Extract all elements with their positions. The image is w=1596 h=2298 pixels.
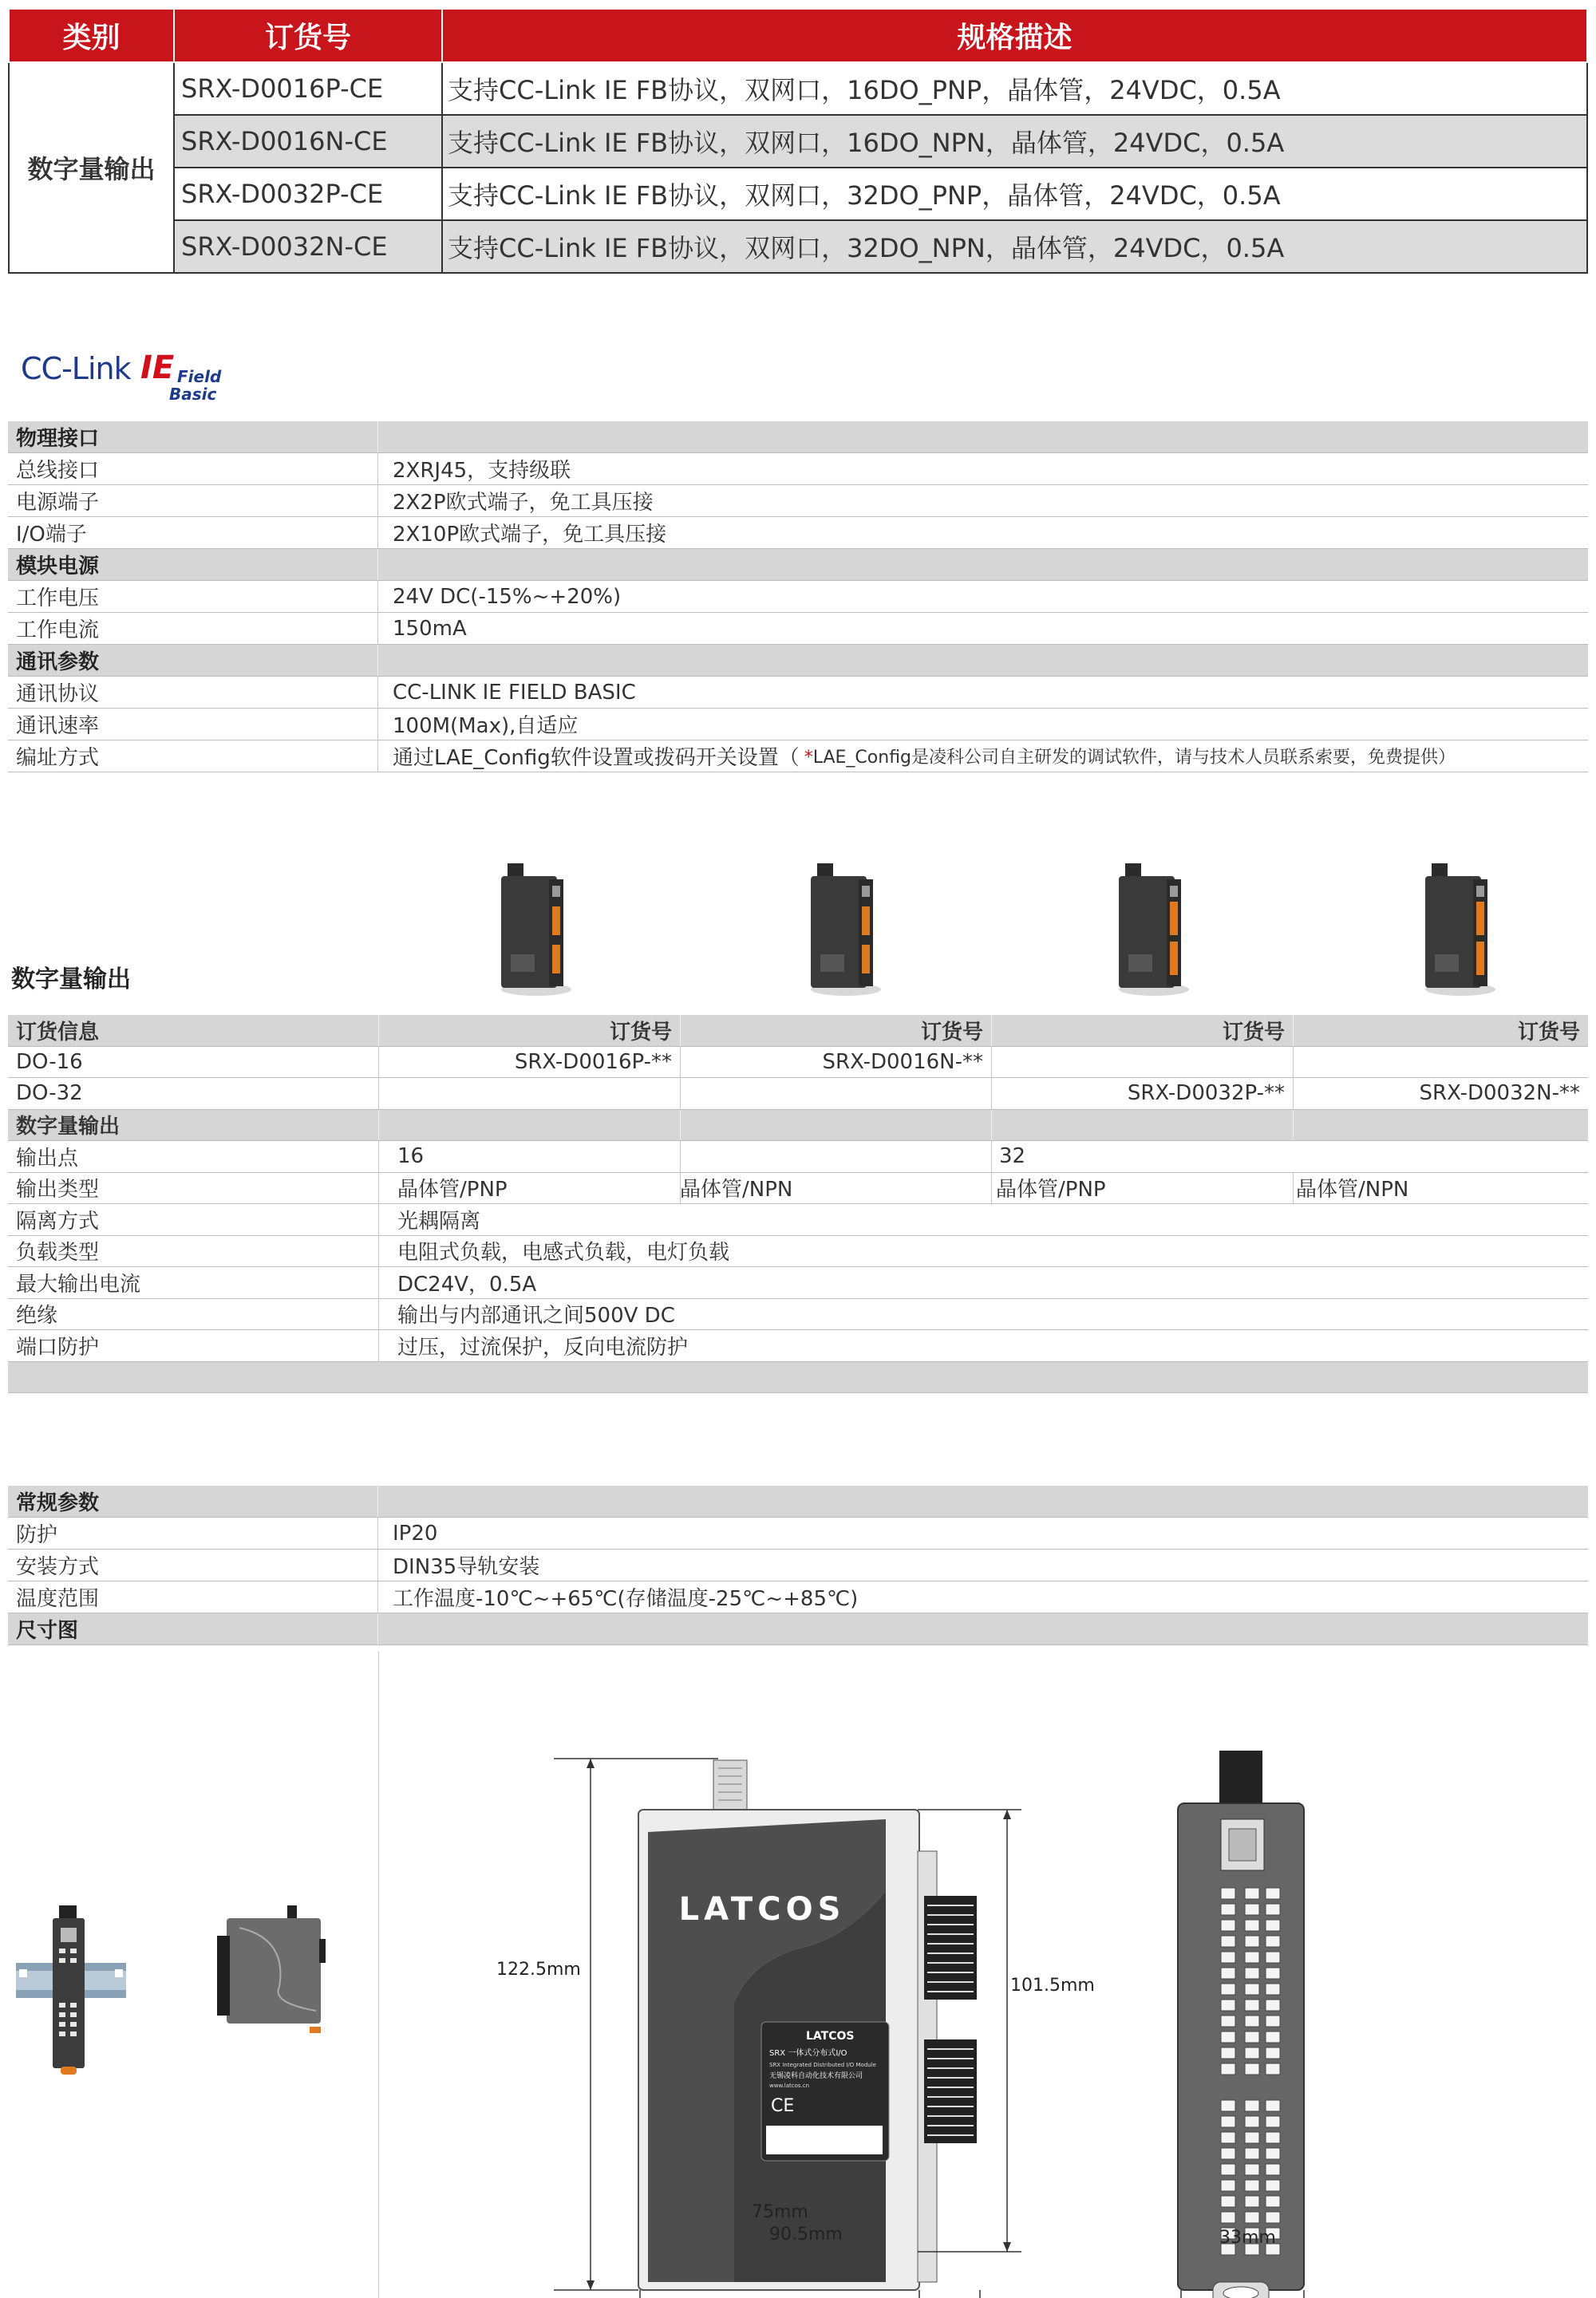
spec-row [8,613,1588,645]
spec-label: 输出类型 [16,1178,100,1202]
section-title: 数字量输出 [16,1115,120,1139]
spec-label: I/O端子 [8,517,378,548]
type-row [8,1173,1588,1205]
product-image-d0032n [1412,862,1508,997]
order-desc: 支持CC-Link IE FB协议，双网口，32DO_NPN，晶体管，24VDC，0.5A [442,220,1587,273]
narrow-view-drawing [1178,1751,1304,2298]
spec-value: 过压，过流保护，反向电流防护 [397,1335,689,1360]
do-subheader-row [8,1110,1588,1142]
spec-label: 电源端子 [8,485,378,516]
header-order-no: 订货号 [174,10,442,62]
spec-label: 最大输出电流 [16,1272,141,1297]
order-code: SRX-D0016N-** [822,1049,983,1074]
section-title: 模块电源 [8,549,378,580]
label-url: www.latcos.cn [769,2083,810,2089]
spec-value: 2X10P欧式端子，免工具压接 [393,523,667,547]
spec-value: DC24V，0.5A [397,1272,537,1297]
spec-row [8,1330,1588,1362]
label-brand: LATCOS [806,2030,855,2043]
thumbnail-side-view [217,1905,326,2033]
spec-value: 2XRJ45，支持级联 [393,459,571,483]
spec-value: 输出与内部通讯之间500V DC [397,1304,675,1329]
spec-label: 通讯速率 [8,709,378,740]
note-star: * [804,748,813,768]
type-value: 晶体管/PNP [996,1178,1106,1202]
spec-label: 负载类型 [16,1241,100,1265]
spec-row [8,1581,1588,1613]
order-code: SRX-D0032N-CE [174,220,442,273]
section-title: 物理接口 [8,421,378,452]
do-section-title: 数字量输出 [11,965,131,993]
points-row [8,1141,1588,1173]
section-title: 通讯参数 [8,645,378,676]
col-header: 订货号 [609,1020,672,1044]
do-footer-row [8,1362,1588,1394]
category-cell: 数字量输出 [9,62,174,273]
addressing-text: 通过LAE_Config软件设置或拨码开关设置（ [393,746,800,770]
do-header-row [8,1015,1588,1047]
spec-label: 工作电压 [8,581,378,612]
order-row [9,115,1587,168]
spec-value: 100M(Max),自适应 [393,714,579,738]
section-header-comm [8,645,1588,677]
order-table [8,10,1588,274]
order-code: SRX-D0032P-** [1127,1081,1285,1106]
spec-value: 2X2P欧式端子，免工具压接 [393,491,654,515]
logo-ie: IE [140,349,175,386]
type-value: 晶体管/PNP [397,1178,508,1202]
spec-value: 24V DC(-15%~+20%) [393,584,622,609]
spec-value: 工作温度-10℃~+65℃(存储温度-25℃~+85℃) [393,1587,859,1611]
logo-field: Field [177,367,222,386]
spec-row [8,677,1588,709]
col-header: 订货号 [1517,1020,1580,1044]
points-value: 32 [999,1144,1026,1169]
spec-row [8,1267,1588,1299]
order-code: SRX-D0016P-** [514,1049,672,1074]
section-header-general [8,1486,1588,1518]
section-title: 常规参数 [8,1486,378,1517]
order-header-row [9,10,1587,62]
label-line2: SRX Integrated Distributed I/O Module [769,2062,876,2068]
cc-link-ie-field-basic-logo [21,349,222,407]
logo-cc-link: CC-Link [21,351,131,386]
spec-value: IP20 [393,1521,438,1546]
spec-row [8,453,1588,485]
order-desc: 支持CC-Link IE FB协议，双网口，32DO_PNP，晶体管，24VDC，0.5A [442,168,1587,220]
order-code: SRX-D0016P-CE [174,62,442,115]
product-image-d0016p [488,862,584,997]
spec-value: 150mA [393,616,467,641]
points-value: 16 [397,1144,425,1169]
order-row [9,168,1587,220]
spec-row [8,709,1588,740]
product-image-d0016n [798,862,894,997]
general-table [8,1486,1588,1645]
type-value: 晶体管/NPN [680,1178,793,1202]
spec-value: DIN35导轨安装 [393,1555,540,1579]
dimension-drawings [0,1652,1596,2298]
spec-row [8,1518,1588,1550]
spec-value: 电阻式负载，电感式负载，电灯负载 [397,1241,730,1265]
spec-row [8,485,1588,517]
dim-height-body: 101.5mm [1010,1976,1095,1996]
order-code: SRX-D0032P-CE [174,168,442,220]
spec-value: 光耦隔离 [397,1209,481,1234]
order-row [9,62,1587,115]
logo-basic: Basic [169,385,217,404]
section-header-physical [8,421,1588,453]
ce-mark: CE [771,2096,795,2116]
spec-table [8,421,1588,772]
do32-label: DO-32 [16,1081,83,1106]
spec-label: 防护 [8,1518,378,1549]
spec-label: 通讯协议 [8,677,378,708]
product-image-d0032p [1106,862,1202,997]
spec-value [378,740,1588,772]
spec-row [8,1236,1588,1268]
spec-row [8,1299,1588,1331]
spec-label: 温度范围 [8,1581,378,1613]
spec-row [8,581,1588,613]
spec-label: 安装方式 [8,1550,378,1581]
do-table [8,1015,1588,1393]
dim-height-total: 122.5mm [496,1960,581,1980]
label-line1: SRX 一体式分布式I/O [769,2049,847,2058]
spec-row [8,1550,1588,1581]
spec-row [8,517,1588,549]
spec-label: 工作电流 [8,613,378,644]
dim-side-33: 33mm [1219,2228,1276,2248]
label-line3: 无锡凌科自动化技术有限公司 [769,2072,863,2080]
spec-label: 总线接口 [8,453,378,484]
spec-label: 绝缘 [16,1304,58,1329]
spec-row [8,740,1588,772]
thumbnail-din-rail-mount [16,1905,126,2075]
do32-row [8,1078,1588,1110]
spec-value: CC-LINK IE FIELD BASIC [393,680,636,705]
do16-label: DO-16 [16,1049,83,1074]
addressing-note [804,744,1456,768]
spec-label: 编址方式 [8,740,378,772]
header-category: 类别 [9,10,174,62]
spec-label: 隔离方式 [16,1209,100,1234]
dim-width-90-5: 90.5mm [769,2225,843,2245]
brand-text: LATCOS [678,1891,846,1928]
col-header: 订货号 [1222,1020,1285,1044]
header-spec: 规格描述 [442,10,1587,62]
spec-label: 端口防护 [16,1335,100,1360]
section-title: 尺寸图 [8,1613,378,1645]
order-desc: 支持CC-Link IE FB协议，双网口，16DO_PNP，晶体管，24VDC，0.5A [442,62,1587,115]
col-header: 订货号 [920,1020,983,1044]
note-text: LAE_Config是凌科公司自主研发的调试软件，请与技术人员联系索要，免费提供） [812,748,1456,768]
section-header-power [8,549,1588,581]
order-code: SRX-D0016N-CE [174,115,442,168]
do16-row [8,1047,1588,1079]
spec-row [8,1204,1588,1236]
order-code: SRX-D0032N-** [1419,1081,1580,1106]
section-header-dimensions [8,1613,1588,1645]
spec-label: 输出点 [16,1146,79,1171]
dim-width-75: 75mm [752,2202,808,2222]
order-info-label: 订货信息 [16,1020,100,1044]
order-desc: 支持CC-Link IE FB协议，双网口，16DO_NPN，晶体管，24VDC，0.5A [442,115,1587,168]
order-row [9,220,1587,273]
type-value: 晶体管/NPN [1296,1178,1409,1202]
